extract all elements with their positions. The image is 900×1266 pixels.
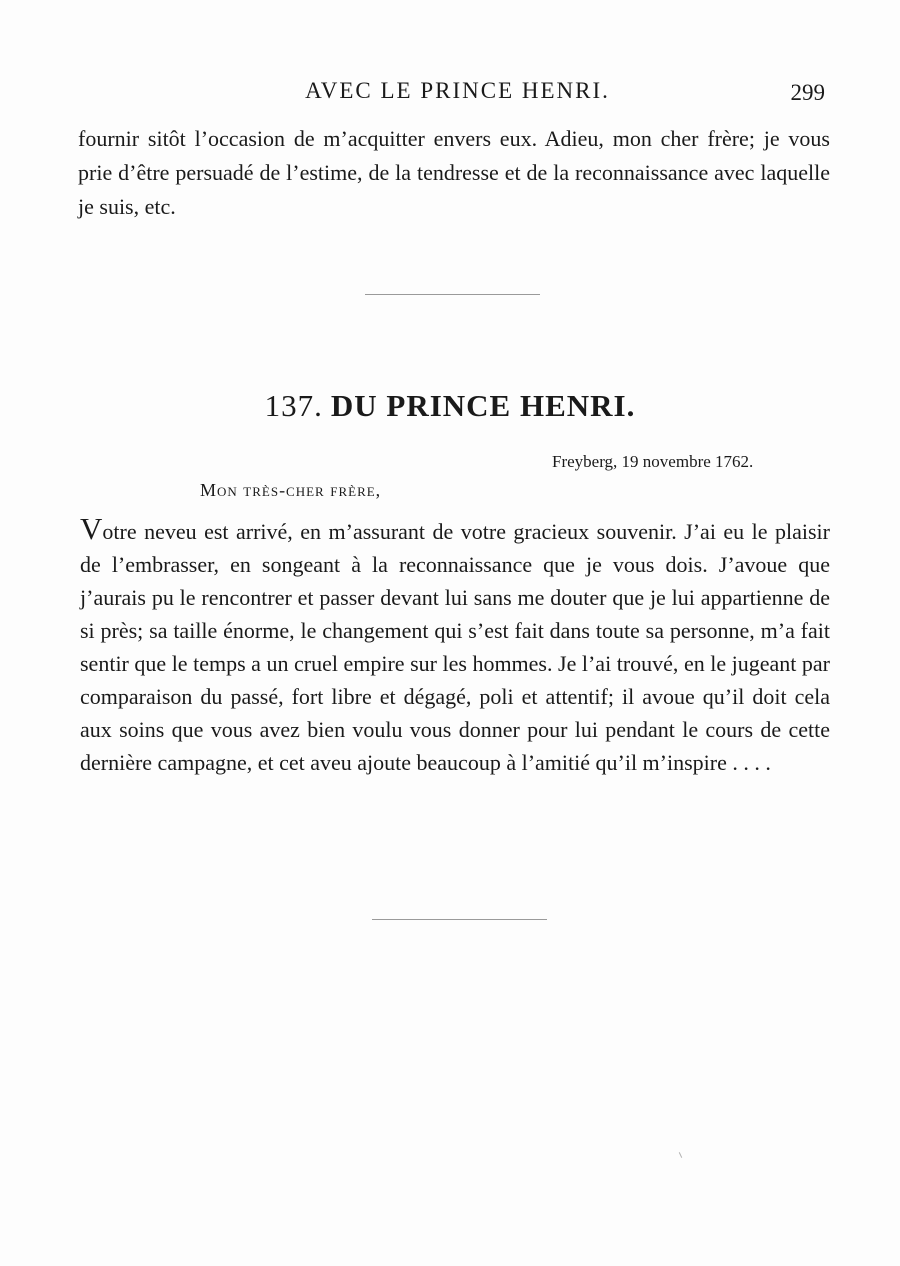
letter-body-text: otre neveu est arrivé, en m’assurant de votre gracieux souvenir. J’ai eu le plaisir de l’embrasser, en songeant à la reconnaissance que je vous dois. J’avoue que j’aurais pu le rencontrer et passer devant lui sans me douter que je lui appartienne de si près; sa taille énorme, le changement qui s’est fait dans toute sa personne, m’a fait sentir que le temps a un cruel empire sur les hommes. Je l’ai trouvé, en le jugeant par comparaison du passé, fort libre et dégagé, poli et attentif; il avoue qu’il doit cela aux soins que vous avez bien voulu vous donner pour lui pendant le cours de cette dernière campagne, et cet aveu ajoute beaucoup à l’amitié qu’il m’inspire . . . . xyxy=(80,519,830,775)
running-title: AVEC LE PRINCE HENRI. xyxy=(305,78,610,103)
end-divider xyxy=(372,919,547,920)
letter-heading xyxy=(0,388,900,424)
drop-initial: V xyxy=(80,511,103,546)
previous-letter-closing: fournir sitôt l’occasion de m’acquitter envers eux. Adieu, mon cher frère; je vous prie d’être persuadé de l’estime, de la tendresse et de la reconnaissance avec laquelle je suis, etc. xyxy=(78,126,830,219)
letter-title: DU PRINCE HENRI. xyxy=(330,388,636,423)
section-divider xyxy=(365,294,540,295)
letter-number: 137. xyxy=(264,388,323,423)
letter-salutation: Mon très-cher frère, xyxy=(200,480,382,500)
letter-body xyxy=(80,511,830,779)
letter-dateline: Freyberg, 19 novembre 1762. xyxy=(552,452,754,471)
paper-speck xyxy=(679,1152,682,1158)
page-number: 299 xyxy=(790,80,825,105)
running-head xyxy=(80,78,825,110)
